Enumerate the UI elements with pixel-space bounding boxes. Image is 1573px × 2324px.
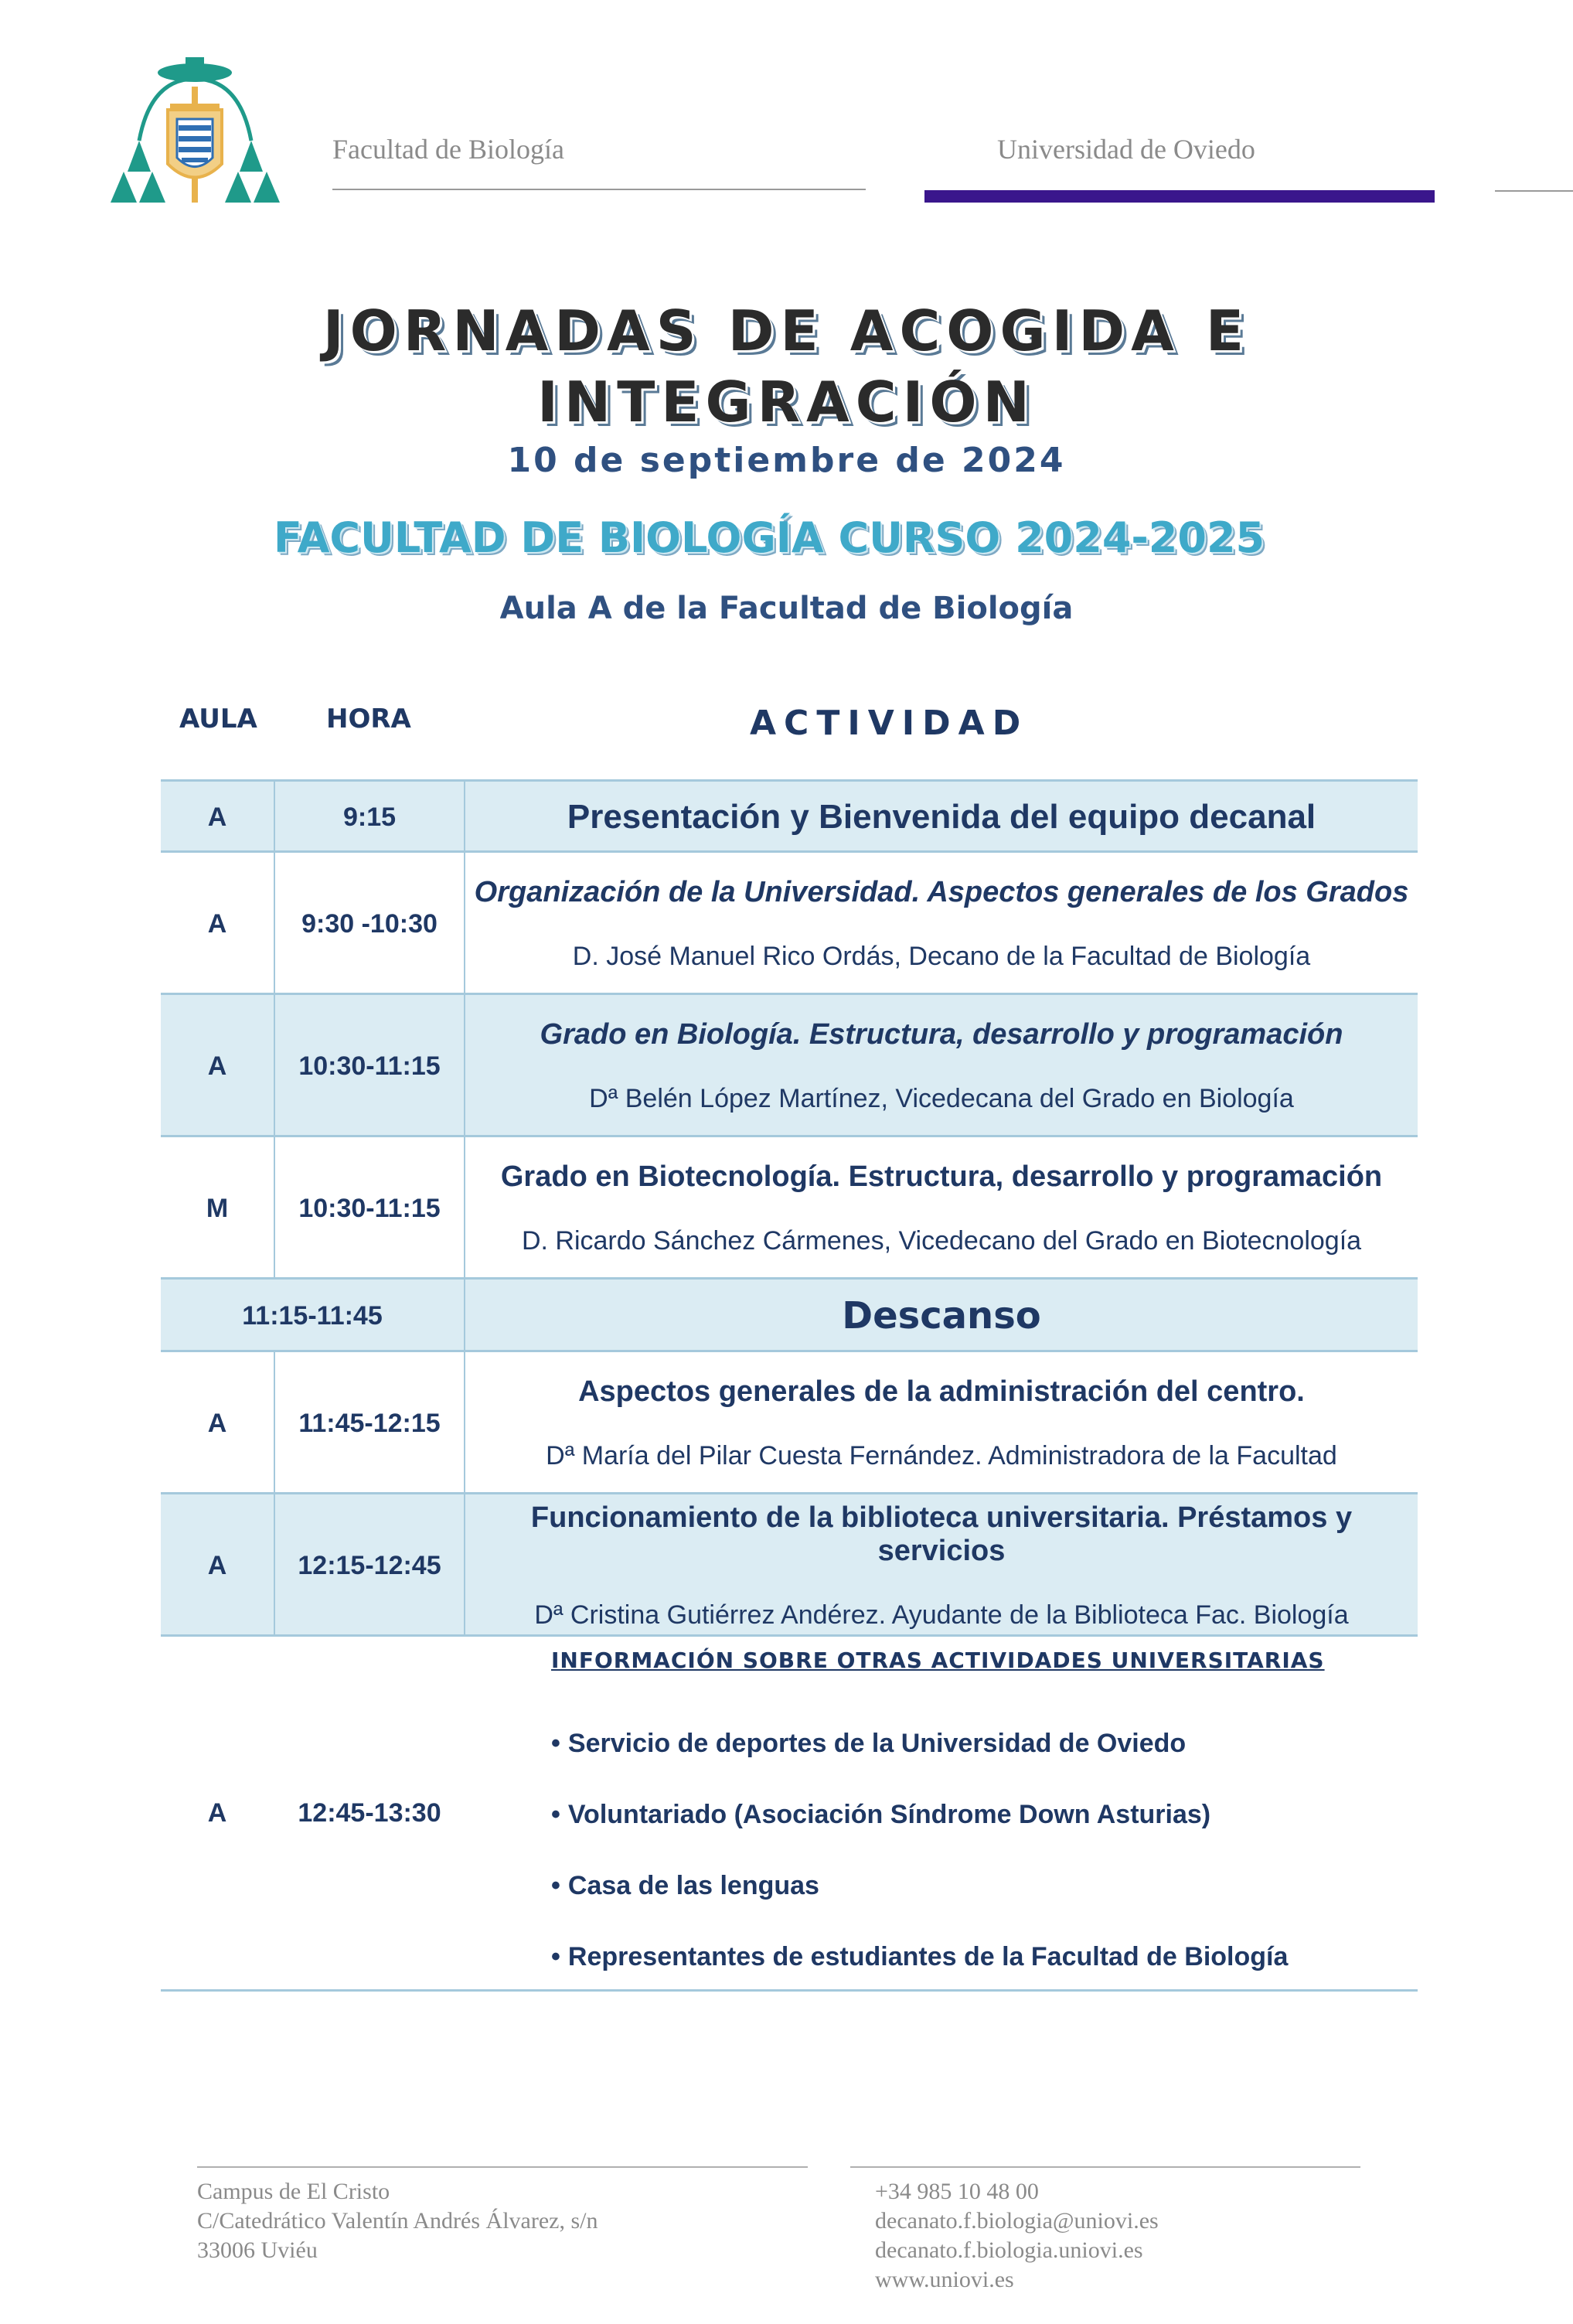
footer-address-line: C/Catedrático Valentín Andrés Álvarez, s/n bbox=[197, 2208, 598, 2234]
footer-phone: +34 985 10 48 00 bbox=[875, 2179, 1039, 2204]
footer-address bbox=[197, 2177, 598, 2265]
cell-aula: A bbox=[207, 1550, 227, 1580]
event-date: 10 de septiembre de 2024 bbox=[507, 441, 1066, 480]
activity-speaker: D. José Manuel Rico Ordás, Decano de la Facultad de Biología bbox=[572, 942, 1311, 971]
activity-title: Presentación y Bienvenida del equipo decanal bbox=[567, 798, 1316, 836]
cell-hora: 10:30-11:15 bbox=[298, 1051, 441, 1081]
header-university-name: Universidad de Oviedo bbox=[997, 134, 1255, 165]
cell-hora: 9:30 -10:30 bbox=[301, 908, 438, 939]
column-header-aula: AULA bbox=[179, 704, 257, 734]
table-row bbox=[161, 993, 1418, 1137]
activity-title: Grado en Biología. Estructura, desarrollo y programación bbox=[540, 1018, 1343, 1051]
activity-speaker: Dª Cristina Gutiérrez Andérez. Ayudante de la Biblioteca Fac. Biología bbox=[534, 1600, 1349, 1630]
cell-activity bbox=[465, 1280, 1418, 1352]
list-item: • Representantes de estudiantes de la Facultad de Biología bbox=[551, 1942, 1289, 1971]
activity-speaker: D. Ricardo Sánchez Cármenes, Vicedecano del Grado en Biotecnología bbox=[521, 1226, 1362, 1256]
cell-activity bbox=[465, 1137, 1418, 1280]
cell-hora: 10:30-11:15 bbox=[298, 1193, 441, 1223]
footer-contact bbox=[875, 2177, 1159, 2295]
table-row bbox=[161, 1492, 1418, 1637]
cell-hora: 12:15-12:45 bbox=[298, 1550, 441, 1580]
footer-rule-right bbox=[850, 2166, 1360, 2168]
header-rule-right bbox=[1495, 190, 1573, 192]
header-purple-bar bbox=[924, 190, 1435, 203]
header-faculty-name: Facultad de Biología bbox=[332, 134, 564, 165]
cell-activity bbox=[465, 995, 1418, 1137]
break-label: Descanso bbox=[842, 1294, 1041, 1337]
column-header-actividad: ACTIVIDAD bbox=[750, 704, 1029, 743]
bullet-icon: • bbox=[551, 1871, 560, 1900]
activity-title: Funcionamiento de la biblioteca universitaria. Préstamos y servicios bbox=[530, 1501, 1353, 1567]
activity-speaker: Dª Belén López Martínez, Vicedecana del Grado en Biología bbox=[589, 1084, 1294, 1113]
cell-aula: A bbox=[207, 1408, 227, 1438]
list-item: • Voluntariado (Asociación Síndrome Down Asturias) bbox=[551, 1800, 1211, 1829]
cell-activity bbox=[465, 853, 1418, 995]
cell-aula: A bbox=[207, 1798, 227, 1828]
footer-website: www.uniovi.es bbox=[875, 2267, 1014, 2292]
list-item: • Casa de las lenguas bbox=[551, 1871, 819, 1900]
column-header-hora: HORA bbox=[326, 704, 411, 734]
cell-activity bbox=[465, 782, 1418, 853]
cell-aula: A bbox=[207, 1051, 227, 1081]
bullet-icon: • bbox=[551, 1729, 560, 1758]
main-title-line-2: INTEGRACIÓN bbox=[537, 370, 1036, 434]
list-item: • Servicio de deportes de la Universidad de Oviedo bbox=[551, 1729, 1187, 1758]
main-title-line-1: JORNADAS DE ACOGIDA E bbox=[322, 298, 1251, 363]
activity-speaker: Dª María del Pilar Cuesta Fernández. Administradora de la Facultad bbox=[546, 1441, 1337, 1470]
cell-aula: A bbox=[207, 802, 227, 832]
table-row bbox=[161, 779, 1418, 853]
table-row bbox=[161, 1277, 1418, 1352]
footer-email: decanato.f.biologia@uniovi.es bbox=[875, 2208, 1159, 2234]
footer-website: decanato.f.biologia.uniovi.es bbox=[875, 2237, 1143, 2263]
footer-address-line: Campus de El Cristo bbox=[197, 2179, 390, 2204]
table-row bbox=[161, 1135, 1418, 1280]
cell-aula: A bbox=[207, 908, 227, 939]
activity-title: Organización de la Universidad. Aspectos generales de los Grados bbox=[474, 876, 1409, 908]
bullet-icon: • bbox=[551, 1942, 560, 1971]
faculty-course-title: FACULTAD DE BIOLOGÍA CURSO 2024-2025 bbox=[273, 513, 1265, 562]
table-row bbox=[161, 1634, 1418, 1992]
footer-address-line: 33006 Uviéu bbox=[197, 2237, 318, 2263]
cell-activity bbox=[465, 1352, 1418, 1494]
info-list bbox=[551, 1708, 1288, 1992]
activity-title: Aspectos generales de la administración del centro. bbox=[578, 1375, 1305, 1408]
cell-aula: M bbox=[206, 1193, 229, 1223]
university-coat-of-arms-logo bbox=[97, 56, 294, 210]
cell-hora: 9:15 bbox=[342, 802, 397, 832]
table-row bbox=[161, 850, 1418, 995]
event-location: Aula A de la Facultad de Biología bbox=[499, 591, 1074, 626]
info-heading: INFORMACIÓN SOBRE OTRAS ACTIVIDADES UNIVERSITARIAS bbox=[551, 1648, 1325, 1673]
footer-rule-left bbox=[197, 2166, 808, 2168]
cell-hora: 12:45-13:30 bbox=[298, 1798, 441, 1828]
header-rule-left bbox=[332, 189, 866, 190]
cell-activity bbox=[465, 1494, 1418, 1637]
activity-title: Grado en Biotecnología. Estructura, desarrollo y programación bbox=[500, 1160, 1383, 1193]
cell-hora: 11:15-11:45 bbox=[242, 1300, 383, 1331]
cell-hora: 11:45-12:15 bbox=[298, 1408, 441, 1438]
bullet-icon: • bbox=[551, 1800, 560, 1829]
table-row bbox=[161, 1350, 1418, 1494]
